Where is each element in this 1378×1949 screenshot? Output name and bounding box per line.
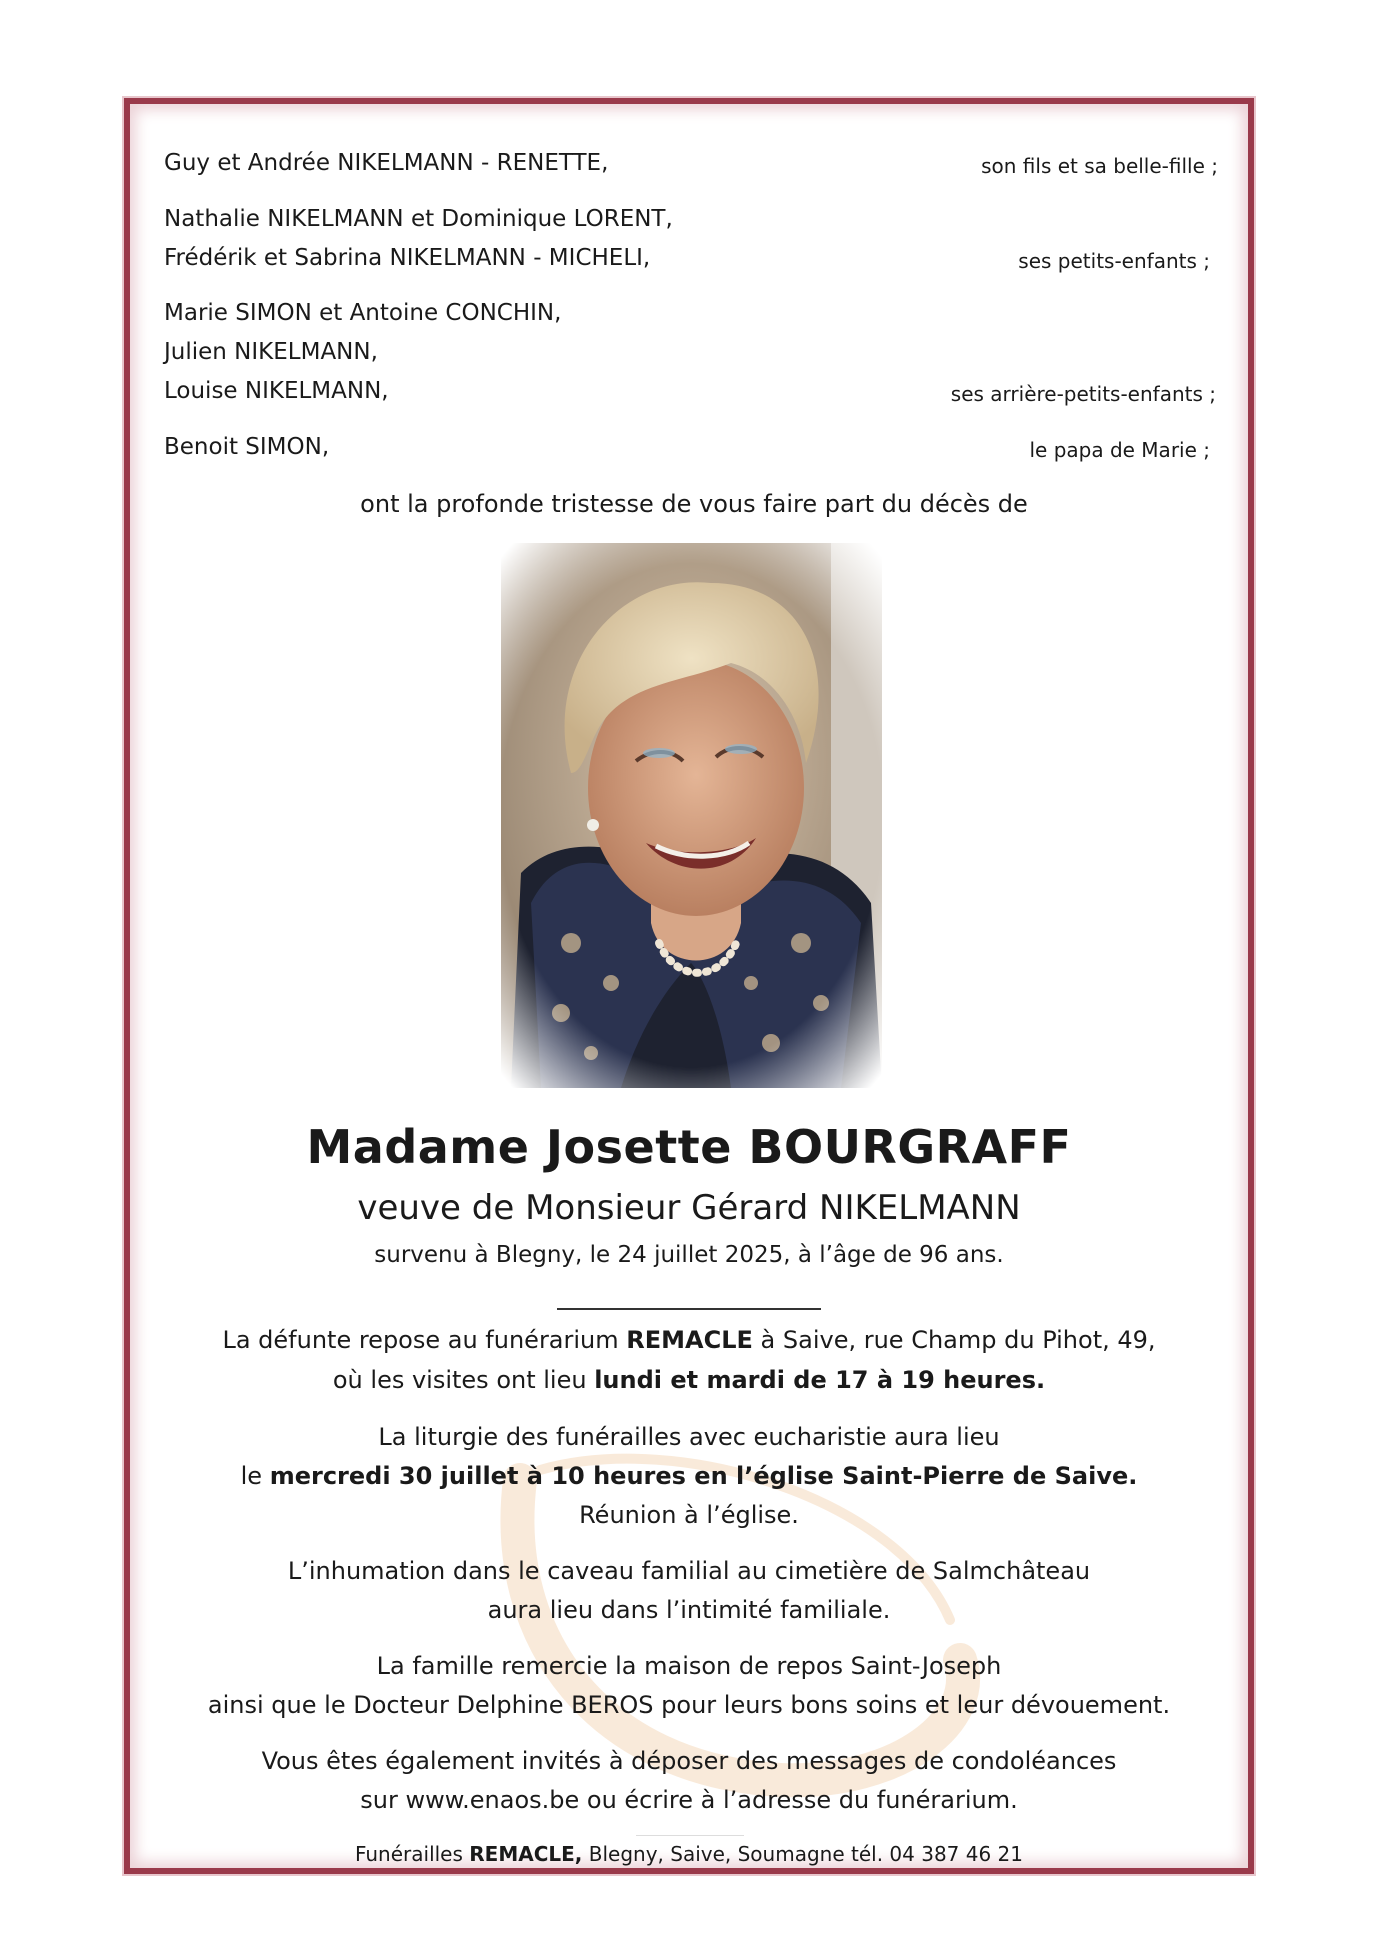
liturgy-line: La liturgie des funérailles avec eucharistie aura lieu [378, 1423, 1000, 1451]
family-line: Julien NIKELMANN, [164, 339, 378, 365]
relation-label: son fils et sa belle-fille ; [981, 154, 1218, 178]
condolences-line: sur www.enaos.be ou écrire à l’adresse du funérarium. [360, 1786, 1018, 1814]
relation-label: ses arrière-petits-enfants ; [950, 382, 1216, 406]
funeral-home-name: REMACLE [626, 1326, 753, 1354]
burial-line: L’inhumation dans le caveau familial au cimetière de Salmchâteau [287, 1557, 1091, 1585]
intro-text: ont la profonde tristesse de vous faire part du décès de [360, 490, 1028, 518]
separator-line [557, 1308, 821, 1310]
portrait-photo [501, 543, 882, 1088]
footer-text: Funérailles REMACLE, Blegny, Saive, Soumagne tél. 04 387 46 21 [354, 1842, 1024, 1866]
family-line: Benoit SIMON, [164, 434, 330, 460]
thanks-line: ainsi que le Docteur Delphine BEROS pour leurs bons soins et leur dévouement. [207, 1691, 1171, 1719]
family-line: Guy et Andrée NIKELMANN - RENETTE, [164, 150, 609, 176]
relation-label: ses petits-enfants ; [1018, 249, 1210, 273]
family-line: Nathalie NIKELMANN et Dominique LORENT, [164, 206, 673, 232]
condolences-line: Vous êtes également invités à déposer des messages de condoléances [261, 1747, 1117, 1775]
deceased-name: Madame Josette BOURGRAFF [306, 1120, 1072, 1174]
thanks-line: La famille remercie la maison de repos Saint-Joseph [376, 1652, 1002, 1680]
reunion-line: Réunion à l’église. [579, 1501, 799, 1529]
burial-line: aura lieu dans l’intimité familiale. [487, 1596, 891, 1624]
visitation-line: La défunte repose au funérarium REMACLE à Saive, rue Champ du Pihot, 49, [222, 1326, 1156, 1354]
relation-label: le papa de Marie ; [1029, 438, 1210, 462]
footer-separator [636, 1835, 744, 1836]
family-line: Frédérik et Sabrina NIKELMANN - MICHELI, [164, 245, 651, 271]
family-line: Marie SIMON et Antoine CONCHIN, [164, 300, 562, 326]
widow-line: veuve de Monsieur Gérard NIKELMANN [357, 1188, 1021, 1228]
death-line: survenu à Blegny, le 24 juillet 2025, à l’âge de 96 ans. [374, 1242, 1004, 1268]
visitation-hours: où les visites ont lieu lundi et mardi de 17 à 19 heures. [332, 1366, 1046, 1394]
family-line: Louise NIKELMANN, [164, 378, 389, 404]
liturgy-date: le mercredi 30 juillet à 10 heures en l’église Saint-Pierre de Saive. [240, 1462, 1138, 1490]
